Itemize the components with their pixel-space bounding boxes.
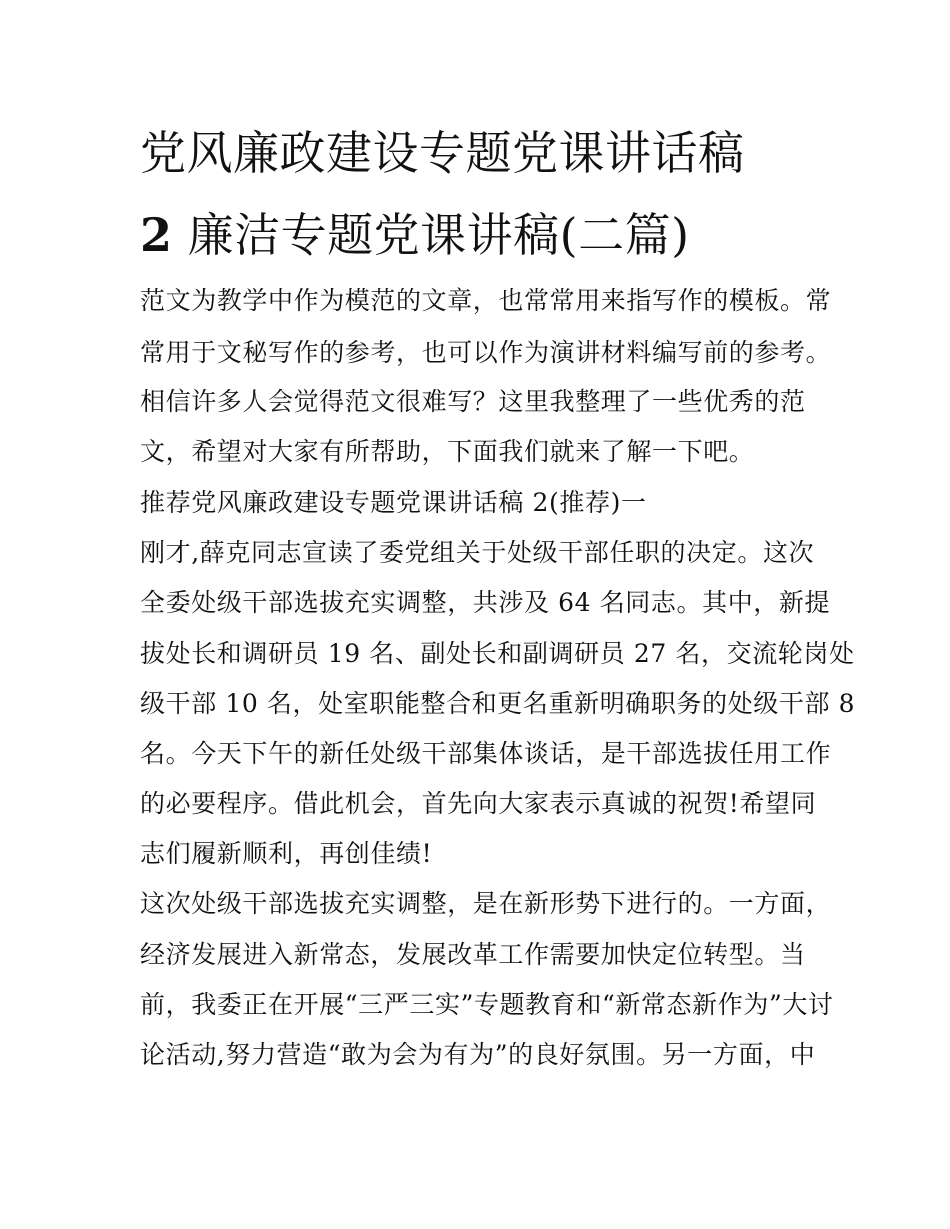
body-line: 的必要程序。借此机会，首先向大家表示真诚的祝贺!希望同 (140, 789, 817, 818)
body-line: 拔处长和调研员 19 名、副处长和副调研员 27 名，交流轮岗处 (140, 639, 855, 668)
body-line: 论活动,努力营造“敢为会为有为”的良好氛围。另一方面，中 (140, 1040, 816, 1069)
body-line: 文，希望对大家有所帮助，下面我们就来了解一下吧。 (140, 437, 755, 466)
title-number: 2 (140, 208, 173, 262)
body-line: 志们履新顺利，再创佳绩! (140, 839, 433, 868)
body-line: 前，我委正在开展“三严三实”专题教育和“新常态新作为”大讨 (140, 990, 834, 1019)
title-line-2 (140, 194, 830, 276)
body-line: 经济发展进入新常态，发展改革工作需要加快定位转型。当 (140, 940, 806, 969)
body-line: 这次处级干部选拔充实调整，是在新形势下进行的。一方面， (140, 889, 832, 918)
document-title (140, 112, 830, 276)
body-line: 级干部 10 名，处室职能整合和更名重新明确职务的处级干部 8 (140, 689, 856, 718)
body-line: 常用于文秘写作的参考，也可以作为演讲材料编写前的参考。 (140, 338, 832, 367)
body-line: 全委处级干部选拔充实调整，共涉及 64 名同志。其中，新提 (140, 588, 831, 617)
section-heading: 推荐党风廉政建设专题党课讲话稿 2(推荐)一 (140, 488, 647, 517)
body-line: 相信许多人会觉得范文很难写？这里我整理了一些优秀的范 (140, 387, 806, 416)
body-line: 刚才,薛克同志宣读了委党组关于处级干部任职的决定。这次 (140, 538, 815, 567)
title-line-1: 党风廉政建设专题党课讲话稿 (140, 126, 745, 180)
body-line: 名。今天下午的新任处级干部集体谈话，是干部选拔任用工作 (140, 739, 832, 768)
title-line-2-text: 廉洁专题党课讲稿(二篇) (172, 208, 690, 262)
body-line: 范文为教学中作为模范的文章，也常常用来指写作的模板。常 (140, 286, 832, 315)
